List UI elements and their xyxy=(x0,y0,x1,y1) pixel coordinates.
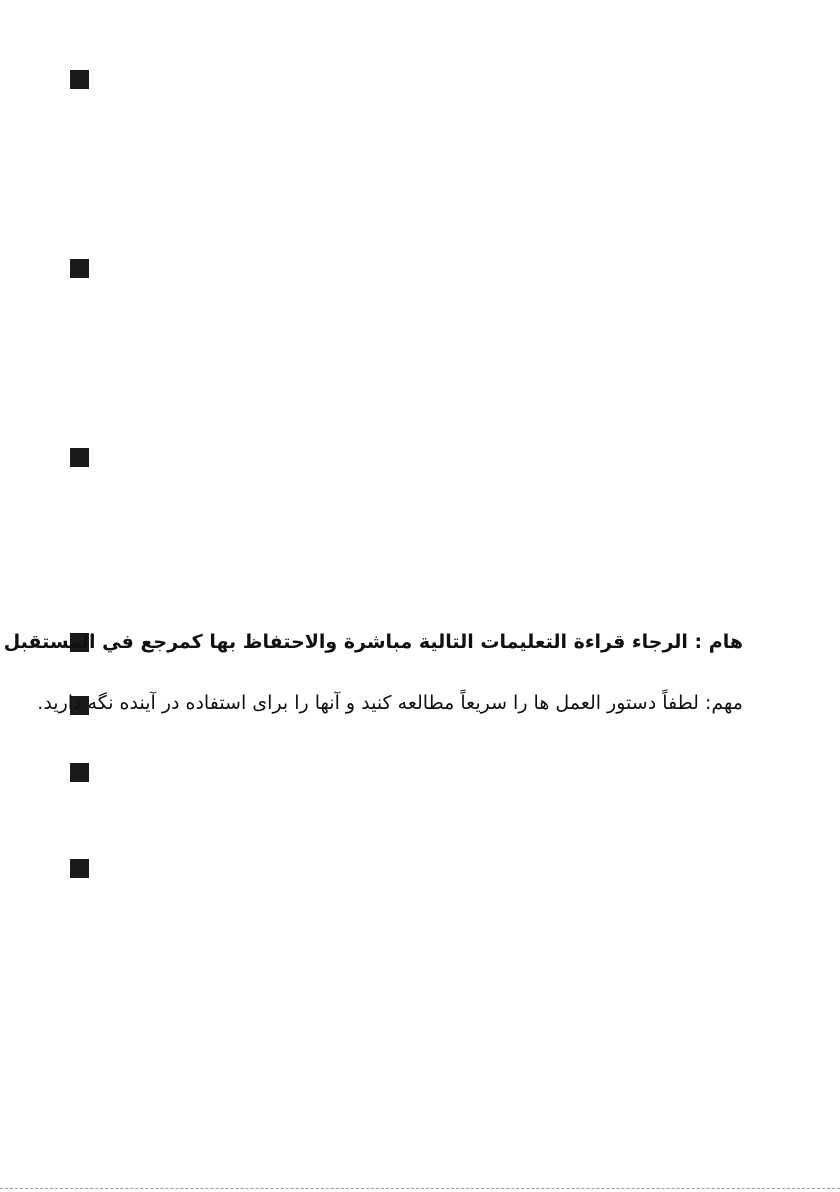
section-marker-icon xyxy=(70,259,89,278)
persian-notice-text: مهم: لطفاً دستور العمل ها را سریعاً مطالعه کنید و آنها را برای استفاده در آینده نگه دارید. xyxy=(37,692,743,714)
arabic-notice-text: هام : الرجاء قراءة التعليمات التالية مباشرة والاحتفاظ بها كمرجع في المستقبل xyxy=(3,631,743,653)
section-marker-icon xyxy=(70,70,89,89)
section-marker-icon xyxy=(70,448,89,467)
section-marker-icon xyxy=(70,859,89,878)
page-bottom-rule xyxy=(0,1188,840,1189)
section-marker-icon xyxy=(70,763,89,782)
